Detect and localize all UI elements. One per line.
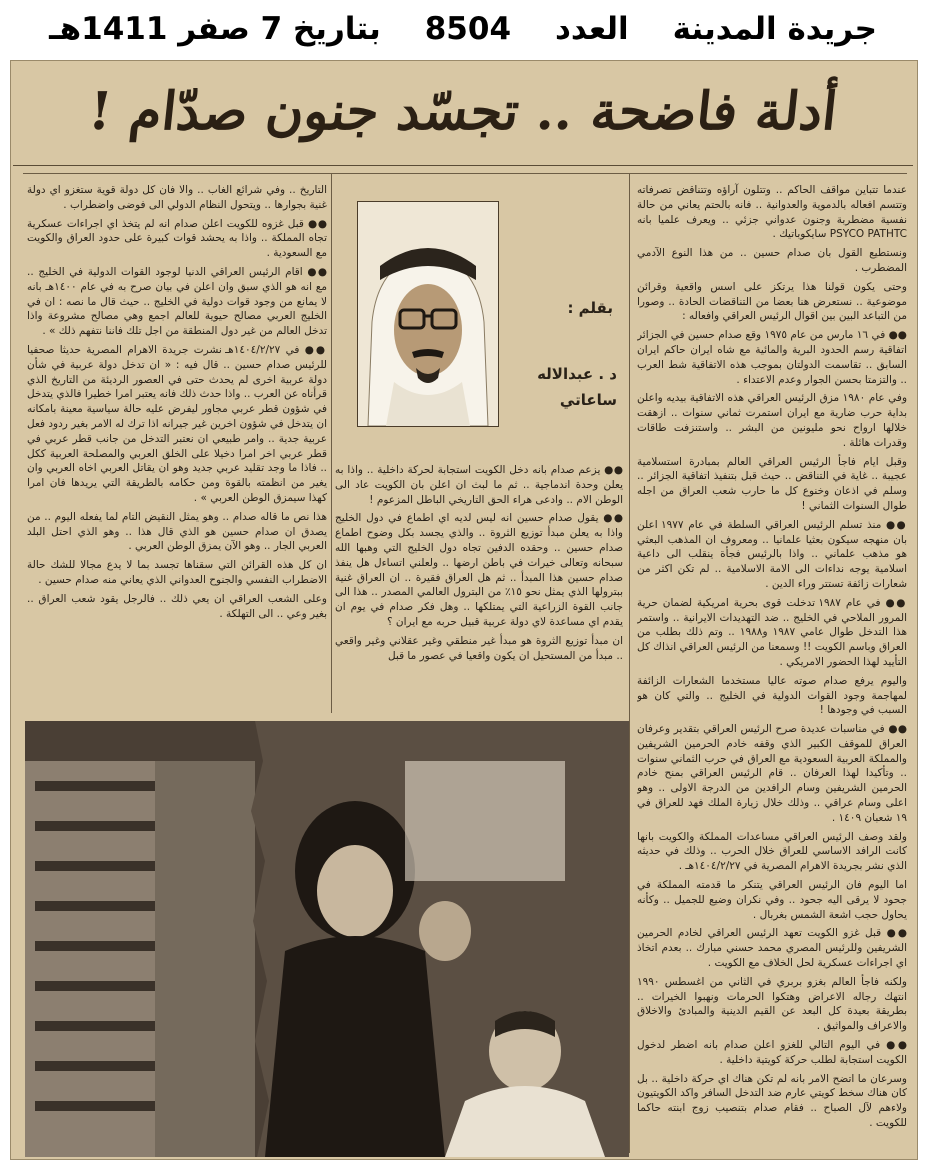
paragraph: ●● في اليوم التالي للغزو اعلن صدام بانه اضطر لدخول الكويت استجابة لطلب حركة كويتية داخلية . [637, 1039, 907, 1066]
article-column-middle [335, 463, 623, 751]
column-rule [629, 173, 630, 1153]
issue-number: 8504 [424, 11, 512, 47]
author-portrait-drawing [358, 202, 498, 426]
paragraph: ●● في مناسبات عديدة صرح الرئيس العراقي بتقدير وعرفان العراق للموقف الكبير الذي وقفه خادم الحرمين الشريفين والمملكة العربية السعودية مع العراق في حرب الثماني سنوات .. وتأكيدا لهذا العرفان .. قام الرئيس العراقي بمنح خادم الحرمين الشريفين وسام الرافدين من الدرجة الاولى .. وهو اعلى وسام عراقي .. وذلك خلال زيارة الملك فهد للعراق في ١٩ شعبان ١٤٠٩ . [637, 723, 907, 824]
paragraph: وحتى يكون قولنا هذا يرتكز على اسس واقعية وقرائن موضوعية .. نستعرض هنا بعضا من التناقضات الحادة .. وصورا من التباعد البين بين اقوال الرئيس العراقي وافعاله : [637, 280, 907, 323]
paragraph: وسرعان ما اتضح الامر بانه لم تكن هناك اي حركة داخلية .. بل كان هناك سخط كويتي عارم ضد التدخل السافر واكد الكويتيون ولاءهم لآل الصباح .. فقام صدام بتنصيب زوج ابنته حاكما للكويت . [637, 1072, 907, 1130]
paragraph: ولقد وصف الرئيس العراقي مساعدات المملكة والكويت بانها كانت الرافد الاساسي للعراق خلال الحرب .. وذلك في حديثه الذي نشر بجريدة الاهرام المصرية في ١٤٠٤/٢/٢٧هـ . [637, 830, 907, 873]
headline-box [13, 61, 913, 166]
top-rule [23, 173, 907, 174]
issue-label: العدد [555, 11, 629, 47]
byline-prefix: بقلم : [567, 299, 613, 317]
author-name: د . عبدالاله ساعاتي [537, 365, 617, 409]
paragraph: وفي عام ١٩٨٠ مزق الرئيس العراقي هذه الاتفاقية بيديه واعلن بداية حرب ضارية مع ايران استمرت ثماني سنوات .. ازهقت خلالها ارواح نحو مليونين من البشر .. واستنزفت طاقات وقدرات هائلة . [637, 392, 907, 449]
article-column-left [27, 183, 327, 739]
issue-date: بتاريخ 7 صفر 1411هـ [49, 11, 381, 47]
paragraph: ●● في ١٤٠٤/٢/٢٧هـ نشرت جريدة الاهرام المصرية حديثا صحفيا للرئيس صدام حسين .. قال فيه : « ان تدخل دولة عربية في شأن دولة عربية اخرى لم يحدث حتى في العصور الرديئة من التاريخ الذي قرأناه عن العرب .. واذا حدث ذلك فانه يعتبر امرا خطيرا فالذي يتدخل في شؤون قطر عربي مجاور ليفرض عليه حالة سياسية معينة بامكانه ان يتدخل في شؤون اخرين غير جيرانه اذا ترك له الامر بغير ردود فعل عربية جدية .. وامر طبيعي ان نعتبر التدخل من جانب قطر عربي في قطر عربي اخر امرا دخيلا على الخلق العربي والمصلحة العربية ككل .. فاذا ما وجد تقليد عربي جديد وهو ان يقاتل العربي اخاه العربي وان يغير من انظمته بالقوة ومن حكامه بالطريقة التي يريدها فان امرا كهذا سيمزق الوطن العربي » . [27, 343, 327, 504]
paragraph: ●● قبل غزوه للكويت اعلن صدام انه لم يتخذ اي اجراءات عسكرية تجاه المملكة .. واذا به يحشد قوات كبيرة على حدود العراق والكويت مع السعودية . [27, 217, 327, 260]
column-rule [331, 173, 332, 713]
paragraph: وعلى الشعب العراقي ان يعي ذلك .. فالرجل يقود شعب العراق .. بغير وعي .. الى التهلكة . [27, 592, 327, 620]
paragraph: التاريخ .. وفي شرائع الغاب .. والا فان كل دولة قوية ستغزو اي دولة غنية بجوارها .. ويتحول النظام الدولي الى فوضى واضطراب . [27, 184, 327, 211]
newspaper-clipping [10, 60, 918, 1160]
paragraph: ونستطيع القول بان صدام حسين .. من هذا النوع الآدمي المضطرب . [637, 247, 907, 274]
paragraph: عندما تتباين مواقف الحاكم .. وتتلون آراؤه وتتناقض تصرفاته وتتسم افعاله بالدموية والعدوانية .. فانه بالحتم يعاني من حالة نفسية مضطربة وجنون عدواني جزئي .. ويعرف علميا بانه PSYCO PATHTC سايكوباتيك . [637, 184, 907, 241]
news-photo-drawing [25, 721, 629, 1157]
paragraph: وقبل ايام فاجأ الرئيس العراقي العالم بمبادرة استسلامية عجيبة .. غاية في التناقض .. حيث قبل بتنفيذ اتفاقية الجزائر .. وسلم في اذعان وخنوع كل ما حارب شعب العراق من اجله طوال السنوات الثماني ! [637, 455, 907, 512]
headline: أدلة فاضحة .. تجسّد جنون صدّام ! [85, 80, 841, 142]
paragraph: ●● قبل غزو الكويت تعهد الرئيس العراقي لخادم الحرمين الشريفين وللرئيس المصري محمد حسني مبارك .. بعدم اتخاذ اي اجراءات عسكرية لحل الخلاف مع الكويت . [637, 927, 907, 970]
paragraph: ●● يقول صدام حسين انه ليس لديه اي اطماع في دول الخليج واذا به يعلن مبدأ توزيع الثروة .. والذي يجسد بكل وضوح اطماع صدام حسين .. وحقده الدفين تجاه دول الخليج التي وهبها الله سبحانه وتعالى خيرات في باطن ارضها .. ولعلني اتساءل هل ينفذ صدام حسين هذا المبدأ .. ثم هل العراق فقيرة .. ان العراق غنية ببترولها الذي يمثل نحو ١٥٪ من البترول العالمي المصدر .. هذا الى جانب القوة الزراعية التي يمتلكها .. وهل فكر صدام في يوم ان يقدم اي مساعدة لاي دولة عربية قبيل حربه مع ايران ؟ [335, 512, 623, 628]
paragraph: ●● يزعم صدام بانه دخل الكويت استجابة لحركة داخلية .. واذا به يعلن وحدة اندماجية .. ثم ما لبث ان اعلن بان الكويت عاد الى الوطن الام .. وادعى هراء الحق التاريخي الباطل المزعوم ! [335, 464, 623, 506]
paragraph: ان مبدأ توزيع الثروة هو مبدأ غير منطقي وغير عقلاني وغير واقعي .. مبدأ من المستحيل ان يكون واقعيا في عصور ما قبل [335, 634, 623, 662]
paragraph: ●● في عام ١٩٨٧ تدخلت قوى بحرية امريكية لضمان حرية المرور الملاحي في الخليج .. ضد التهديدات الايرانية .. واستمر هذا التدخل طوال عامي ١٩٨٧ و١٩٨٨ .. وتم ذلك بطلب من العراق وباسم الكويت !! وسمعنا من الرئيس العراقي انذاك كل التأييد لهذا الحضور الامريكي . [637, 596, 907, 668]
paragraph: هذا نص ما قاله صدام .. وهو يمثل النقيض التام لما يفعله اليوم .. من يصدق ان صدام حسين هو الذي قال هذا .. وهو الذي احتل البلد العربي الجار .. وهو الآن يمزق الوطن العربي . [27, 510, 327, 553]
masthead [0, 0, 926, 58]
paragraph: اما اليوم فان الرئيس العراقي يتنكر ما قدمته المملكة في جحود لا يرقى اليه جحود .. وفي نكران وضيع للجميل .. وكأنه يحاول حجب اشعة الشمس بغربال . [637, 879, 907, 921]
paragraph: ●● منذ تسلم الرئيس العراقي السلطة في عام ١٩٧٧ اعلن بان منهجه سيكون بعثيا علمانيا .. ومعروف ان المذهب البعثي هو مذهب علماني .. واذا بالرئيس فجأة ينقلب الى داعية اسلامية يوجه نداءات الى الامة الاسلامية .. لم تكن اكثر من شعارات زائفة تستتر وراء الدين . [637, 518, 907, 590]
author-portrait [357, 201, 499, 427]
newspaper-name: جريدة المدينة [672, 11, 877, 47]
news-photo [25, 721, 629, 1157]
paragraph: ان كل هذه القرائن التي سقناها تجسد بما لا يدع مجالا للشك حالة الاضطراب النفسي والجنوح العدواني الذي يعاني منه صدام حسين . [27, 559, 327, 586]
article-column-right [637, 183, 907, 1151]
byline [497, 211, 621, 441]
paragraph: ولكنه فاجأ العالم بغزو بربري في الثاني من اغسطس ١٩٩٠ انتهك رجاله الاعراض وهتكوا الحرمات ونهبوا الخيرات .. بطريقة بعيدة كل البعد عن القيم الدينية والمبادئ والاخلاق والاعراف والمواثيق . [637, 975, 907, 1033]
paragraph: واليوم يرفع صدام صوته عاليا مستخدما الشعارات الزائفة لمهاجمة وجود القوات الدولية في الخليج .. والتي كان هو السبب في وجودها ! [637, 674, 907, 717]
paragraph: ●● اقام الرئيس العراقي الدنيا لوجود القوات الدولية في الخليج .. مع انه هو الذي سبق وان اعلن في بيان صرح به في عام ١٤٠٠هـ بانه لا يمانع من وجود قوات دولية في الخليج .. حيث قال ما نصه : ان في الخليج العربي مصالح حيوية للعالم اجمع وهي مصالح مشروعة واذا تدخل العالم من غير دول المنطقة من اجل تلك فاننا نتفهم ذلك » . [27, 265, 327, 338]
paragraph: ●● في ١٦ مارس من عام ١٩٧٥ وقع صدام حسين في الجزائر اتفاقية رسم الحدود البرية والمائية مع شاه ايران حاكم ايران السابق .. تقاسمت الدولتان بموجب هذه الاتفاقية شط العرب .. والتزمتا بحسن الجوار وعدم الاعتداء . [637, 329, 907, 386]
